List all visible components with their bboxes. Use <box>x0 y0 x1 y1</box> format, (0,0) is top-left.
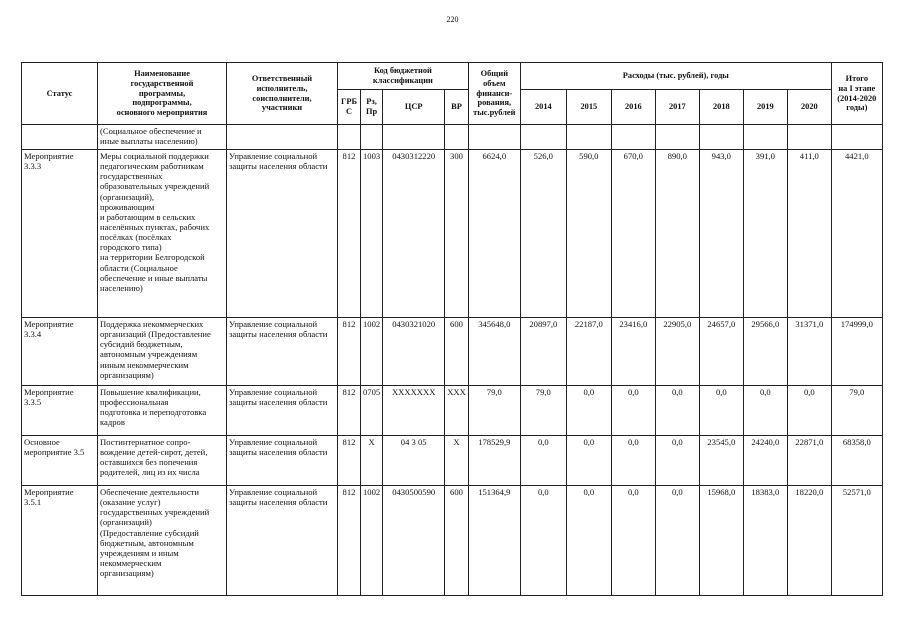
row-year-value: 0,0 <box>566 486 611 596</box>
row-year-value: 0,0 <box>699 386 743 436</box>
row-year-value: 0,0 <box>566 386 611 436</box>
row-csr: ХХХХХХХ <box>383 386 445 436</box>
row-year-value: 0,0 <box>520 436 566 486</box>
row-year-value: 670,0 <box>611 150 655 318</box>
row-year-value: 943,0 <box>699 150 743 318</box>
row-name: Постинтернатное сопро- вождение детей-сирот, детей, оставшихся без попечения родителей, лиц из их числа <box>98 436 227 486</box>
row-total: 178529,9 <box>468 436 520 486</box>
row-itogo: 174999,0 <box>831 318 882 386</box>
row-year-value: 18220,0 <box>787 486 831 596</box>
header-expenses: Расходы (тыс. рублей), годы <box>520 63 831 90</box>
header-responsible: Ответственный исполнитель, соисполнители, участники <box>227 63 338 125</box>
header-rzpr: Рз, Пр <box>361 90 383 125</box>
row-responsible: Управление социальной защиты населения области <box>227 386 338 436</box>
row-csr: 0430321020 <box>383 318 445 386</box>
row-year-value: 0,0 <box>520 486 566 596</box>
row-year-value: 22905,0 <box>655 318 699 386</box>
row-year-value: 24240,0 <box>743 436 787 486</box>
row-year-value: 0,0 <box>611 386 655 436</box>
row-year-value <box>787 125 831 150</box>
row-vr: 300 <box>445 150 469 318</box>
row-year-value: 31371,0 <box>787 318 831 386</box>
header-grbs: ГРБ С <box>338 90 361 125</box>
header-year: 2020 <box>787 90 831 125</box>
row-year-value: 22187,0 <box>566 318 611 386</box>
row-rzpr: 0705 <box>361 386 383 436</box>
header-name: Наименование государственной программы, подпрограммы, основного мероприятия <box>98 63 227 125</box>
row-status: Мероприятие 3.3.5 <box>22 386 98 436</box>
row-year-value: 0,0 <box>655 486 699 596</box>
row-responsible: Управление социальной защиты населения области <box>227 486 338 596</box>
row-name: Поддержка некоммерческих организаций (Предоставление субсидий бюджетным, автономным учреждениям ииным некоммерческим организациям) <box>98 318 227 386</box>
header-year: 2015 <box>566 90 611 125</box>
row-itogo <box>831 125 882 150</box>
row-rzpr <box>361 125 383 150</box>
header-year: 2016 <box>611 90 655 125</box>
row-year-value: 0,0 <box>743 386 787 436</box>
row-year-value: 0,0 <box>655 386 699 436</box>
row-year-value: 0,0 <box>611 486 655 596</box>
row-csr <box>383 125 445 150</box>
row-year-value: 0,0 <box>787 386 831 436</box>
row-year-value: 23416,0 <box>611 318 655 386</box>
row-vr: 600 <box>445 486 469 596</box>
row-year-value <box>743 125 787 150</box>
header-status: Статус <box>22 63 98 125</box>
row-year-value: 526,0 <box>520 150 566 318</box>
row-vr <box>445 125 469 150</box>
header-csr: ЦСР <box>383 90 445 125</box>
row-grbs: 812 <box>338 318 361 386</box>
row-grbs: 812 <box>338 386 361 436</box>
table-row <box>22 150 883 318</box>
header-total: Общий объем финанси- рования, тыс.рублей <box>468 63 520 125</box>
table-row <box>22 125 883 150</box>
row-name: (Социальное обеспечение и иные выплаты населению) <box>98 125 227 150</box>
row-status <box>22 125 98 150</box>
row-grbs: 812 <box>338 486 361 596</box>
row-year-value: 0,0 <box>655 436 699 486</box>
row-itogo: 4421,0 <box>831 150 882 318</box>
row-csr: 0430312220 <box>383 150 445 318</box>
row-name: Обеспечение деятельности (оказание услуг) государственных учреждений (организаций) (Предоставление субсидий бюджетным, автономным учреждениям и иным некоммерческим организациям) <box>98 486 227 596</box>
row-year-value <box>655 125 699 150</box>
row-itogo: 68358,0 <box>831 436 882 486</box>
table-header <box>22 63 883 125</box>
row-itogo: 79,0 <box>831 386 882 436</box>
row-rzpr: 1003 <box>361 150 383 318</box>
row-year-value: 24657,0 <box>699 318 743 386</box>
page-number: 220 <box>446 15 459 24</box>
row-year-value: 0,0 <box>611 436 655 486</box>
row-vr: Х <box>445 436 469 486</box>
row-responsible: Управление социальной защиты населения области <box>227 436 338 486</box>
row-year-value <box>566 125 611 150</box>
row-rzpr: 1002 <box>361 486 383 596</box>
header-year: 2018 <box>699 90 743 125</box>
row-year-value <box>699 125 743 150</box>
row-grbs <box>338 125 361 150</box>
row-responsible: Управление социальной защиты населения области <box>227 318 338 386</box>
row-total: 151364,9 <box>468 486 520 596</box>
row-grbs: 812 <box>338 436 361 486</box>
row-year-value: 890,0 <box>655 150 699 318</box>
row-name: Повышение квалификации, профессиональная подготовка и переподготовка кадров <box>98 386 227 436</box>
header-year: 2019 <box>743 90 787 125</box>
table-row <box>22 436 883 486</box>
table-body <box>22 125 883 596</box>
row-status: Основное мероприятие 3.5 <box>22 436 98 486</box>
row-year-value: 79,0 <box>520 386 566 436</box>
row-total: 6624,0 <box>468 150 520 318</box>
row-responsible <box>227 125 338 150</box>
table-row <box>22 486 883 596</box>
row-total: 345648,0 <box>468 318 520 386</box>
header-budget-code: Код бюджетной классификации <box>338 63 469 90</box>
table-row <box>22 386 883 436</box>
row-total: 79,0 <box>468 386 520 436</box>
row-year-value: 411,0 <box>787 150 831 318</box>
header-vr: ВР <box>445 90 469 125</box>
row-vr: ХХХ <box>445 386 469 436</box>
row-year-value: 20897,0 <box>520 318 566 386</box>
row-year-value <box>611 125 655 150</box>
row-grbs: 812 <box>338 150 361 318</box>
row-year-value: 0,0 <box>566 436 611 486</box>
row-year-value: 590,0 <box>566 150 611 318</box>
row-year-value: 22871,0 <box>787 436 831 486</box>
row-year-value <box>520 125 566 150</box>
row-vr: 600 <box>445 318 469 386</box>
row-year-value: 18383,0 <box>743 486 787 596</box>
row-year-value: 15968,0 <box>699 486 743 596</box>
table-row <box>22 318 883 386</box>
row-csr: 0430500590 <box>383 486 445 596</box>
header-itogo: Итого на I этапе (2014-2020 годы) <box>831 63 882 125</box>
row-rzpr: 1002 <box>361 318 383 386</box>
row-rzpr: Х <box>361 436 383 486</box>
header-year: 2014 <box>520 90 566 125</box>
row-responsible: Управление социальной защиты населения области <box>227 150 338 318</box>
row-total <box>468 125 520 150</box>
row-status: Мероприятие 3.3.3 <box>22 150 98 318</box>
row-year-value: 391,0 <box>743 150 787 318</box>
row-status: Мероприятие 3.5.1 <box>22 486 98 596</box>
row-csr: 04 3 05 <box>383 436 445 486</box>
budget-table <box>21 62 883 596</box>
header-year: 2017 <box>655 90 699 125</box>
row-itogo: 52571,0 <box>831 486 882 596</box>
row-name: Меры социальной поддержки педагогическим работникам государственных образовательных учреждений (организаций), проживающим и работающим в сельских населённых пунктах, рабочих посёлках (посёлках городского типа) на территории Белгородской области (Социальное обеспечение и иные выплаты населению) <box>98 150 227 318</box>
row-status: Мероприятие 3.3.4 <box>22 318 98 386</box>
row-year-value: 23545,0 <box>699 436 743 486</box>
row-year-value: 29566,0 <box>743 318 787 386</box>
